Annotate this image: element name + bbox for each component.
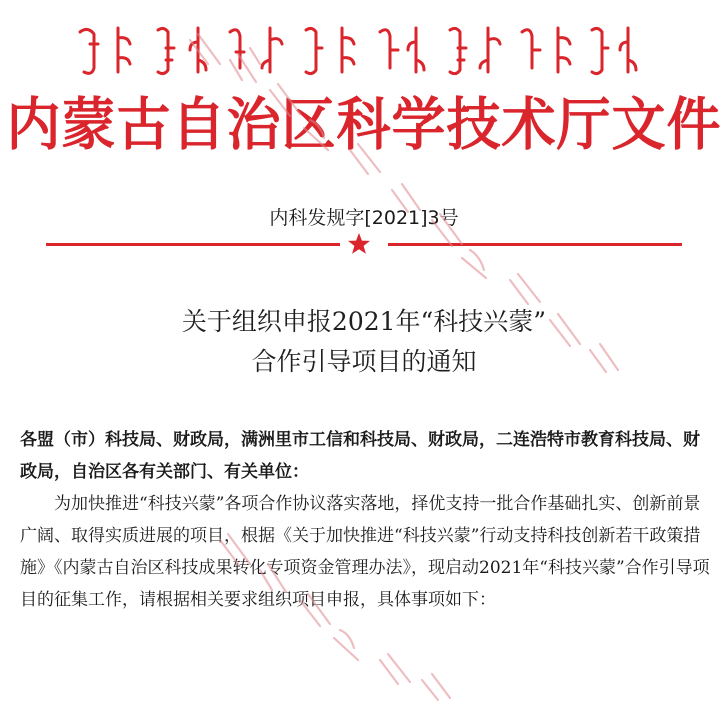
body-paragraph: 为加快推进“科技兴蒙”各项合作协议落实落地，择优支持一批合作基础扎实、创新前景广阔、取得实质进展的项目，根据《关于加快推进“科技兴蒙”行动支持科技创新若干政策措施》《内蒙古自治区科技成果转化专项资金管理办法》，现启动2021年“科技兴蒙”合作引导项目的征集工作，请根据相关要求组织项目申报，具体事项如下： <box>20 494 710 610</box>
notice-title-line-1: 关于组织申报2021年“科技兴蒙” <box>181 307 547 336</box>
document-number: 内科发规字[2021]3号 <box>269 207 459 229</box>
notice-title-line-2: 合作引导项目的通知 <box>251 347 477 376</box>
mongolian-script-title <box>70 18 660 82</box>
notice-title <box>0 302 728 382</box>
addressee-line: 各盟（市）科技局、财政局，满洲里市工信和科技局、财政局，二连浩特市教育科技局、财政局，自治区各有关部门、有关单位： <box>20 430 700 482</box>
star-icon <box>347 232 371 256</box>
notice-body <box>20 424 710 616</box>
issuing-authority-title: 内蒙古自治区科学技术厅文件 <box>6 91 722 158</box>
